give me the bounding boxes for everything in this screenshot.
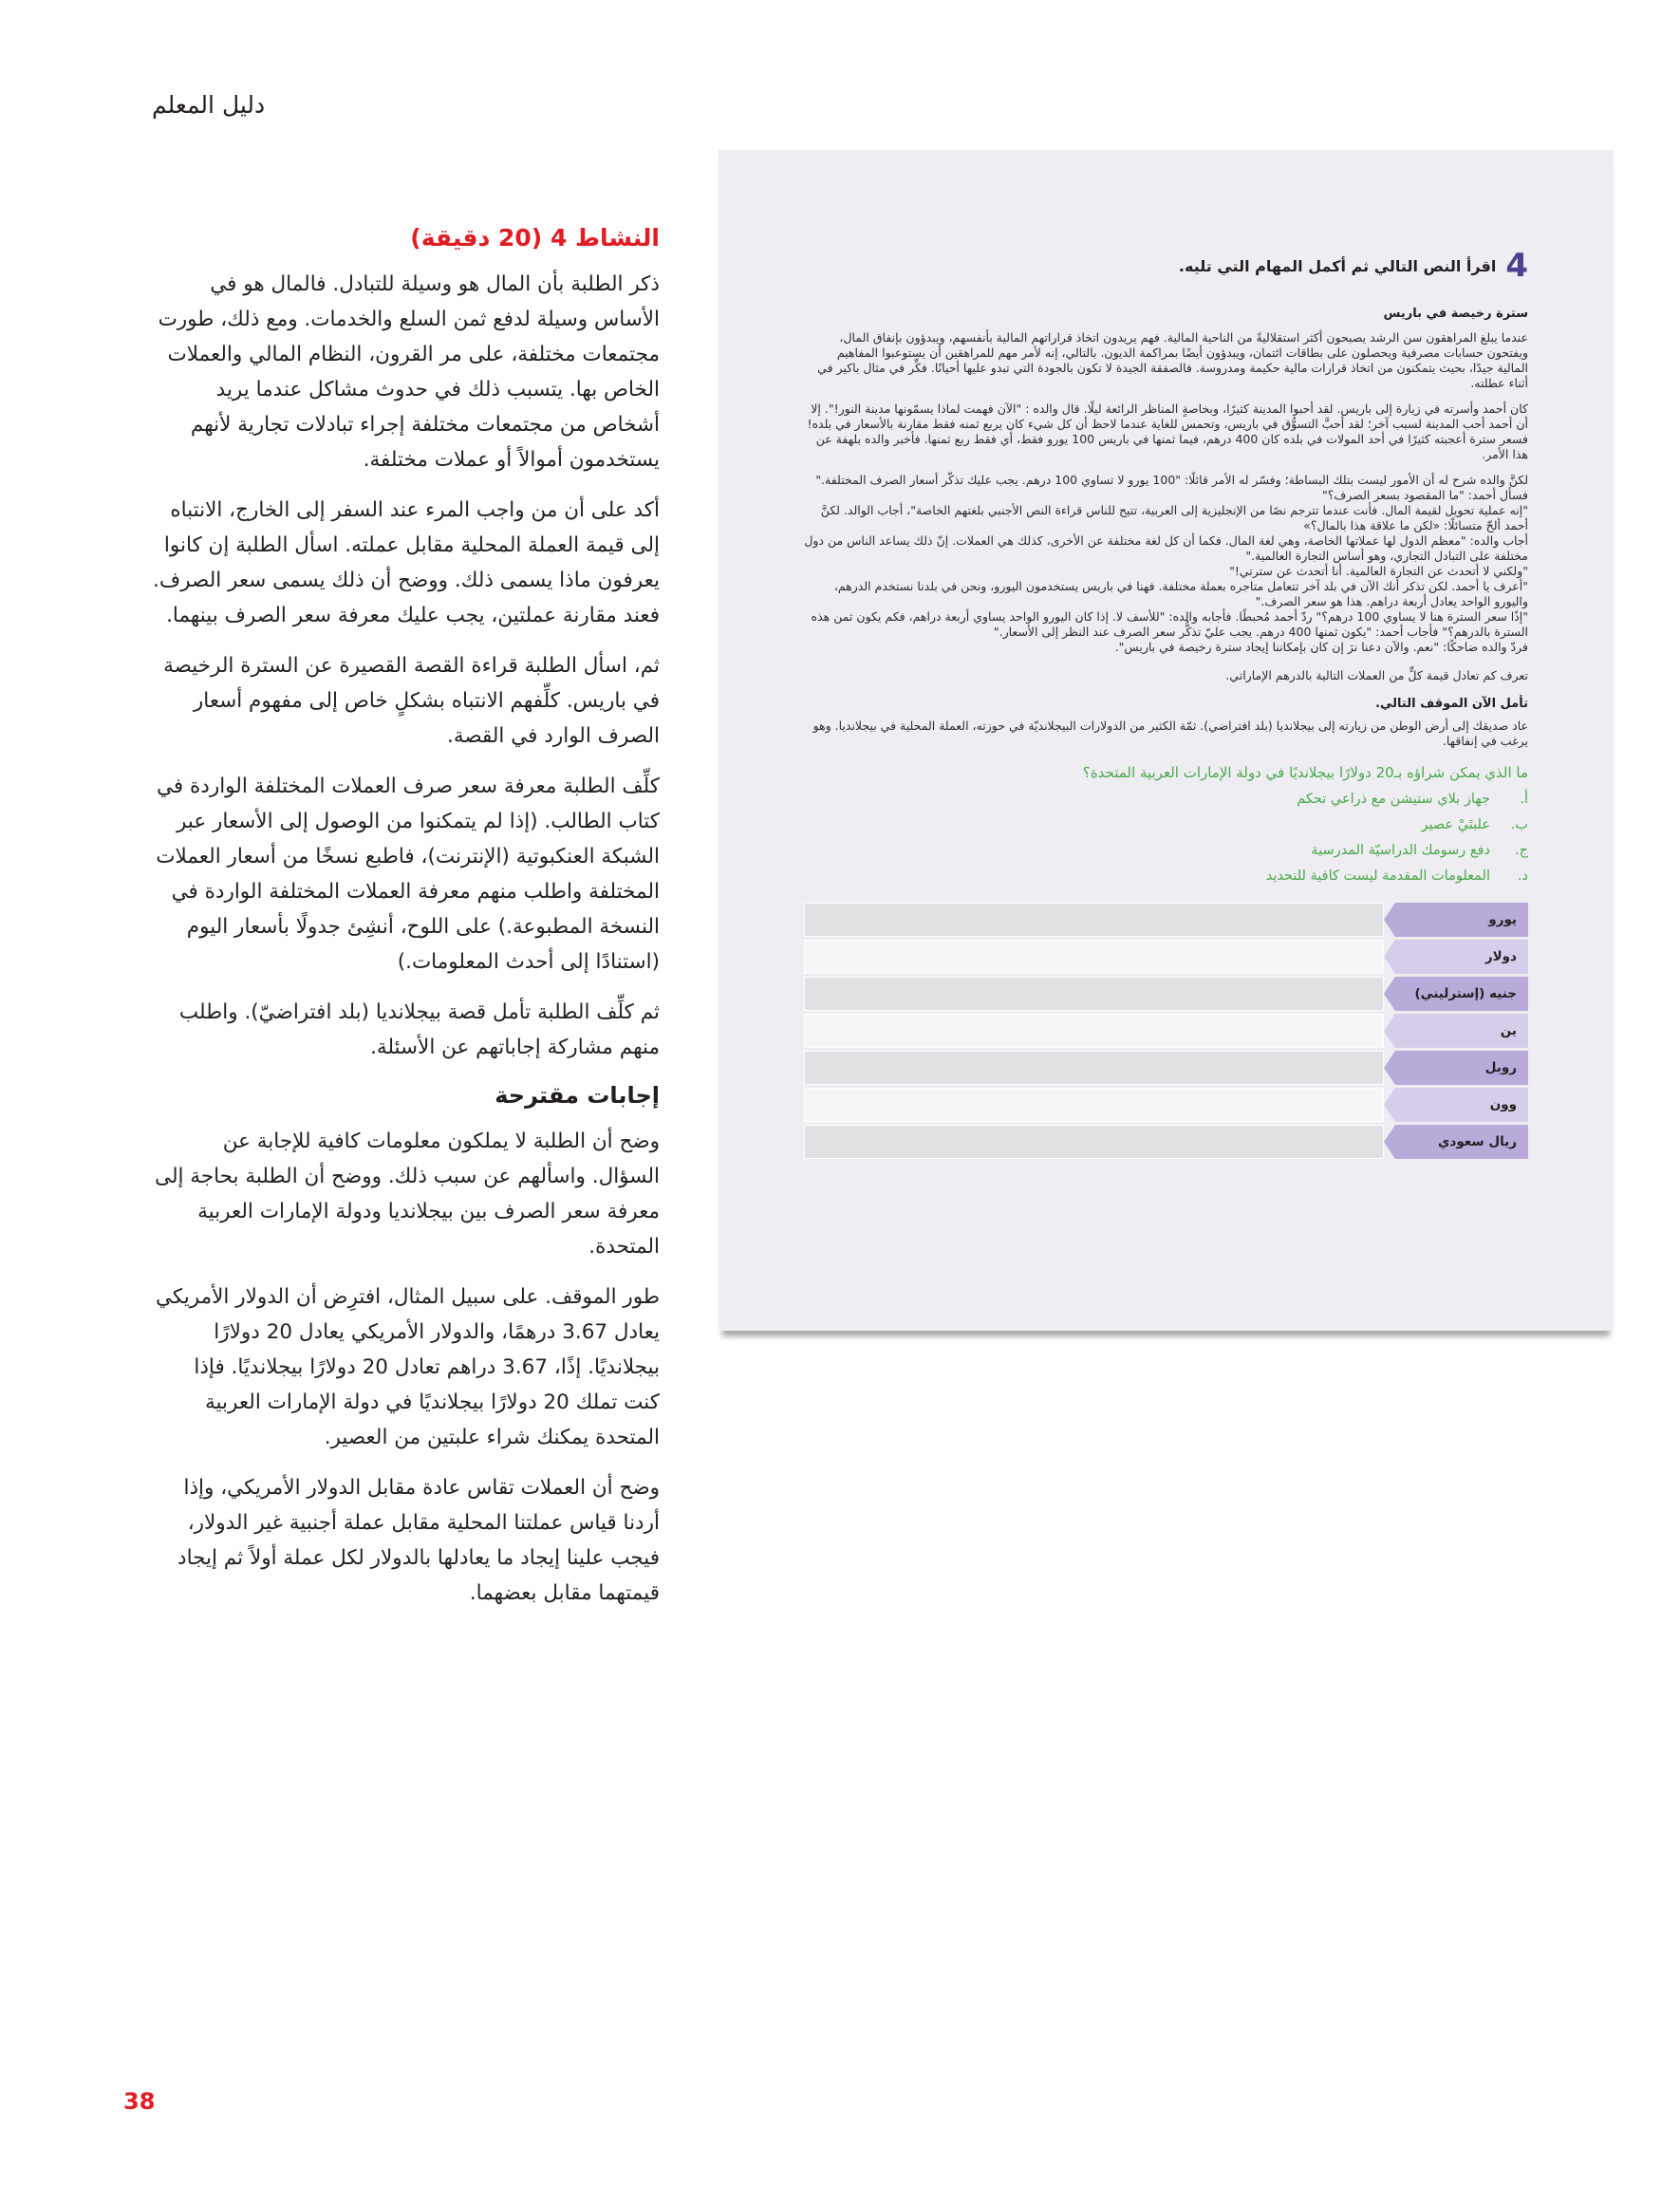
answer-options (804, 787, 1528, 889)
dialogue-line: "أعرف يا أحمد. لكن تذكر أنك الآن في بلد آخر تتعامل متاجره بعملة مختلفة. فهنا في باريس يستخدمون اليورو، ونحن في بلدنا نستخدم الدرهم، واليورو الواحد يعادل أربعة دراهم. هذا هو سعر الصرف." (833, 579, 1528, 608)
identify-instruction: تعرف كم تعادل قيمة كلٍّ من العملات التالية بالدرهم الإماراتي. (1225, 668, 1528, 682)
story-paragraph: عندما يبلغ المراهقون سن الرشد يصبحون أكثر استقلاليةً من الناحية المالية. فهم يريدون اتخاذ قراراتهم المالية بأنفسهم، ويبدؤون بإنفاق المال، ويفتحون حسابات مصرفية ويحصلون على بطاقات ائتمان، ويبدؤون أيضًا بمراكمة الديون. بالتالي، إنه لأمر مهم للمراهقين أن يستوعبوا المفاهيم المالية جيدًا، بحيث يتمكنون من اتخاذ قرارات مالية حكيمة ومدروسة. فالصفقة الجيدة لا تكون بالجودة التي تبدو عليها أحيانًا. فكِّر في مثال باكير في أثناء عطلته. (817, 330, 1528, 390)
answer-paragraph: وضح أن العملات تقاس عادة مقابل الدولار الأمريكي، وإذا أردنا قياس عملتنا المحلية مقابل عملة أجنبية غير الدولار، فيجب علينا إيجاد ما يعادلها بالدولار لكل عملة أولاً ثم إيجاد قيمتهما مقابل بعضهما. (177, 1476, 660, 1605)
currency-label: وون (1395, 1088, 1528, 1122)
currency-row (804, 940, 1528, 974)
suggested-answers-heading: إجابات مقترحة (495, 1082, 660, 1109)
currency-label: يورو (1395, 903, 1528, 937)
question-text: ما الذي يمكن شراؤه بـ20 دولارًا بيجلانديًا في دولة الإمارات العربية المتحدة؟ (1082, 764, 1528, 781)
option-b[interactable]: ب. علبتَيْ عصير (1421, 817, 1528, 832)
currency-row (804, 1088, 1528, 1122)
currency-row (804, 977, 1528, 1011)
dialogue-line: أجاب والده: "معظم الدول لها عملاتها الخاصة، وهي لغة المال. فكما أن كل لغة مختلفة عن الأخرى، كذلك هي العملات. إنّ ذلك يساعد الناس من دول مختلفة على التبادل التجاري، وهو أساس التجارة العالمية." (804, 533, 1528, 563)
activity-title: النشاط 4 (20 دقيقة) (410, 224, 660, 252)
dialogue-line: فردّ والده ضاحكًا: "نعم. والآن دعنا نرَ إن كان بإمكاننا إيجاد سترة رخيصة في باريس". (1114, 640, 1528, 654)
page-number: 38 (123, 2088, 156, 2115)
dialogue-line: "إنه عملية تحويل لقيمة المال. فأنت عندما تترجم نصًا من الإنجليزية إلى العربية، تتيح للناس قراءة النص الأجنبي بلغتهم الخاصة"، أجاب الوالد. لكنَّ أحمد ألحّ متسائلًا: «لكن ما علاقة هذا بالمال؟» (820, 503, 1528, 532)
dialogue-line: "إذًا سعر السترة هنا لا يساوي 100 درهم؟" ردّ أحمد مُحبطًا. فأجابه والده: "للأسف لا. إذا كان اليورو الواحد يساوي أربعة دراهم، فكم يكون ثمن هذه السترة بالدرهم؟" فأجاب أحمد: "يكون ثمنها 400 درهم. يجب عليّ تذكُّر سعر الصرف عند النظر إلى الأسعار." (811, 609, 1528, 639)
page-header-title: دليل المعلم (152, 91, 266, 119)
currency-value-cell[interactable] (804, 903, 1384, 937)
answer-paragraph: وضح أن الطلبة لا يملكون معلومات كافية للإجابة عن السؤال. واسألهم عن سبب ذلك. ووضح أن الطلبة بحاجة إلى معرفة سعر الصرف بين بيجلانديا ودولة الإمارات العربية المتحدة. (155, 1130, 660, 1259)
answer-paragraph: طور الموقف. على سبيل المثال، افترِض أن الدولار الأمريكي يعادل 3.67 درهمًا، والدولار الأمريكي يعادل 20 دولارًا بيجلانديًا. إذًا، 3.67 دراهم تعادل 20 دولارًا بيجلانديًا. فإذا كنت تملك 20 دولارًا بيجلانديًا في دولة الإمارات العربية المتحدة يمكنك شراء علبتين من العصير. (156, 1285, 660, 1449)
instruction-paragraph: ثم كلِّف الطلبة تأمل قصة بيجلانديا (بلد افتراضيّ). واطلب منهم مشاركة إجاباتهم عن الأسئلة. (178, 1000, 660, 1059)
dialogue-line: لكنَّ والده شرح له أن الأمور ليست بتلك البساطة؛ وفسّر له الأمر قائلًا: "100 يورو لا تساوي 100 درهم. يجب عليك تذكّر أسعار الصرف المختلفة." فسأل أحمد: "ما المقصود بسعر الصرف؟" (815, 473, 1528, 502)
story-paragraph: كان أحمد وأسرته في زيارة إلى باريس. لقد أحبوا المدينة كثيرًا، وبخاصةٍ المناظر الرائعة ليلًا. قال والده : "الآن فهمت لماذا يسمّونها مدينة النور!". إلا أن أحمد أحب المدينة لسبب آخر؛ لقد أحبَّ التسوُّق في باريس، وتحمس للغاية عندما لاحظ أن كل شيء كان يربع ثمنه فقط مقارنة بالأسعار في بلده! فسعر سترة أعجبته كثيرًا في أحد المولات في بلده كان 400 درهم، فيما ثمنها في باريس 100 يورو فقط، أي فقط ربع ثمنها. فأخبر والده بلهفة عن هذا الأمر. (807, 401, 1528, 461)
currency-value-cell[interactable] (804, 1125, 1384, 1159)
currency-row (804, 1051, 1528, 1085)
currency-label: ريال سعودي (1395, 1125, 1528, 1159)
currency-label: جنيه (إسترليني) (1395, 977, 1528, 1011)
student-book-excerpt (719, 150, 1614, 1331)
story-dialogue (804, 473, 1528, 655)
currency-row (804, 1014, 1528, 1048)
instruction-paragraph: ثم، اسأل الطلبة قراءة القصة القصيرة عن السترة الرخيصة في باريس. كلِّفهم الانتباه بشكلٍ خاص إلى مفهوم أسعار الصرف الوارد في القصة. (163, 654, 660, 748)
currency-label: ين (1395, 1014, 1528, 1048)
instruction-paragraph: ذكر الطلبة بأن المال هو وسيلة للتبادل. فالمال هو في الأساس وسيلة لدفع ثمن السلع والخدمات. ومع ذلك، طورت مجتمعات مختلفة، على مر القرون، النظام المالي والعملات الخاص بها. يتسبب ذلك في حدوث مشاكل عندما يريد أشخاص من مجتمعات مختلفة إجراء تبادلات تجارية لأنهم يستخدمون أموالاً أو عملات مختلفة. (158, 272, 660, 472)
teacher-notes-column (152, 224, 660, 1626)
currency-value-cell[interactable] (804, 977, 1384, 1011)
instruction-paragraph: كلِّف الطلبة معرفة سعر صرف العملات المختلفة الواردة في كتاب الطالب. (إذا لم يتمكنوا من الوصول إلى الأسعار عبر الشبكة العنكبوتية (الإنترنت)، فاطبع نسخًا من أسعار العملات المختلفة واطلب منهم معرفة العملات المختلفة الواردة في النسخة المطبوعة.) على اللوح، أنشِئ جدولًا بأسعار اليوم (استنادًا إلى أحدث المعلومات.) (156, 775, 660, 974)
consider-text: عاد صديقك إلى أرض الوطن من زيارته إلى بيجلانديا (بلد افتراضي). ثمّة الكثير من الدولارات البيجلانديّة في حوزته، العملة المحلية في بيجلانديا. وهو يرغب في إنفاقها. (812, 719, 1528, 748)
currency-label: روبل (1395, 1051, 1528, 1085)
currency-row (804, 1125, 1528, 1159)
currency-row (804, 903, 1528, 937)
option-d[interactable]: د. المعلومات المقدمة ليست كافية للتحديد (1265, 868, 1528, 884)
story-title: سترة رخيصة في باريس (1383, 307, 1528, 321)
currency-table (804, 903, 1528, 1159)
currency-value-cell[interactable] (804, 1088, 1384, 1122)
option-c[interactable]: ج. دفع رسومك الدراسيّة المدرسية (1311, 843, 1528, 858)
consider-heading: تأمل الآن الموقف التالي. (1375, 697, 1528, 711)
task-header (804, 247, 1528, 285)
dialogue-line: "ولكني لا أتحدث عن التجارة العالمية. أنا أتحدث عن سترتي!" (1229, 564, 1528, 578)
currency-label: دولار (1395, 940, 1528, 974)
currency-value-cell[interactable] (804, 1014, 1384, 1048)
task-number: 4 (1505, 247, 1528, 285)
instruction-paragraph: أكد على أن من واجب المرء عند السفر إلى الخارج، الانتباه إلى قيمة العملة المحلية مقابل عملته. اسأل الطلبة إن كانوا يعرفون ماذا يسمى ذلك. ووضح أن ذلك يسمى سعر الصرف. فعند مقارنة عملتين، يجب عليك معرفة سعر الصرف بينهما. (153, 498, 660, 627)
currency-value-cell[interactable] (804, 940, 1384, 974)
currency-value-cell[interactable] (804, 1051, 1384, 1085)
option-a[interactable]: أ. جهاز بلاي ستيشن مع ذراعي تحكم (1297, 792, 1528, 807)
task-title: اقرأ النص التالي ثم أكمل المهام التي تليه. (1178, 256, 1497, 275)
